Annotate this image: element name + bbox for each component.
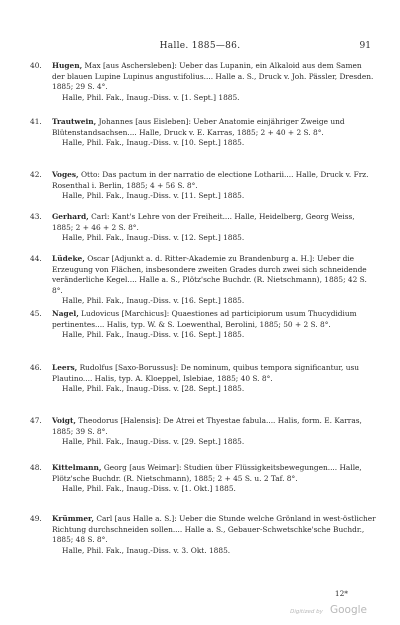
author-name: Voges, [52, 170, 79, 179]
entry-citation [52, 170, 376, 191]
watermark-prefix: Digitized by [290, 609, 323, 615]
dissertation-note: Halle, Phil. Fak., Inaug.-Diss. v. [1. Sept.] 1885. [62, 92, 240, 102]
dissertation-note: Halle, Phil. Fak., Inaug.-Diss. v. [1. Okt.] 1885. [62, 484, 236, 494]
entry-text: Otto: Das pactum in der narratio de electione Lotharii.... Halle, Druck v. Frz. Rosenthal i. Berlin, 1885; 4 + 56 S. 8°. [52, 170, 369, 190]
entry-number: 43. [30, 212, 42, 221]
entry-48 [30, 463, 376, 495]
entry-text: Carl: Kant's Lehre von der Freiheit.... Halle, Heidelberg, Georg Weiss, 1885; 2 + 46 + 2 S. 8°. [52, 212, 355, 232]
author-name: Trautwein, [52, 117, 97, 126]
dissertation-note: Halle, Phil. Fak., Inaug.-Diss. v. 3. Okt. 1885. [62, 545, 231, 555]
entry-number: 44. [30, 254, 42, 263]
entry-43 [30, 212, 376, 244]
author-name: Gerhard, [52, 212, 89, 221]
dissertation-note: Halle, Phil. Fak., Inaug.-Diss. v. [16. Sept.] 1885. [62, 330, 245, 340]
entry-47 [30, 416, 376, 448]
entry-46 [30, 363, 376, 395]
entry-text: Ludovicus [Marchicus]: Quaestiones ad participiorum usum Thucydidium pertinentes.... Halis, typ. W. & S. Loewenthal, Berolini, 1885; 50 + 2 S. 8°. [52, 309, 357, 329]
entry-number: 47. [30, 416, 42, 425]
entry-text: Oscar [Adjunkt a. d. Ritter-Akademie zu Brandenburg a. H.]: Ueber die Erzeugung von Flächen, insbesondere zweiten Grades durch zwei sich schneidende veränderliche Kegel.... Halle a. S., Plötz'sche Buchdr. (R. Nietschmann), 1885; 42 S. 8°. [52, 254, 367, 295]
author-name: Leers, [52, 363, 78, 372]
running-header [0, 41, 400, 53]
dissertation-note: Halle, Phil. Fak., Inaug.-Diss. v. [29. Sept.] 1885. [62, 437, 245, 447]
entry-text: Georg [aus Weimar]: Studien über Flüssigkeitsbewegungen.... Halle, Plötz'sche Buchdr. (R. Nietschmann), 1885; 2 + 45 S. u. 2 Taf. 8°. [52, 463, 362, 483]
entry-49 [30, 514, 376, 556]
author-name: Voigt, [52, 416, 76, 425]
entry-citation [52, 254, 376, 296]
entry-44 [30, 254, 376, 307]
author-name: Kittelmann, [52, 463, 102, 472]
author-name: Nagel, [52, 309, 79, 318]
entry-citation [52, 117, 376, 138]
dissertation-note: Halle, Phil. Fak., Inaug.-Diss. v. [16. Sept.] 1885. [62, 296, 245, 306]
entry-45 [30, 309, 376, 341]
entry-number: 48. [30, 463, 42, 472]
entry-text: Johannes [aus Eisleben]: Ueber Anatomie einjähriger Zweige und Blütenstandsachsen.... Halle, Druck v. E. Karras, 1885; 2 + 40 + 2 S. 8°. [52, 117, 345, 137]
entry-citation [52, 61, 376, 93]
entry-text: Max [aus Aschersleben]: Ueber das Lupanin, ein Alkaloid aus dem Samen der blauen Lupine Lupinus angustifolius.... Halle a. S., Druck v. Joh. Pässler, Dresden. 1885; 29 S. 4°. [52, 61, 374, 92]
entry-text: Carl [aus Halle a. S.]: Ueber die Stunde welche Grönland in west-östlicher Richtung durchschneiden sollen.... Halle a. S., Gebauer-Schwetschke'sche Buchdr., 1885; 48 S. 8°. [52, 514, 376, 545]
entry-42 [30, 170, 376, 202]
entry-citation [52, 514, 376, 546]
signature-mark: 12* [334, 589, 348, 598]
entry-citation [52, 309, 376, 330]
entry-citation [52, 363, 376, 384]
entry-40 [30, 61, 376, 103]
entry-number: 42. [30, 170, 42, 179]
entry-citation [52, 212, 376, 233]
entry-number: 41. [30, 117, 42, 126]
entry-number: 45. [30, 309, 42, 318]
entry-citation [52, 416, 376, 437]
author-name: Krümmer, [52, 514, 94, 523]
dissertation-note: Halle, Phil. Fak., Inaug.-Diss. v. [11. Sept.] 1885. [62, 191, 245, 201]
entry-number: 40. [30, 61, 42, 70]
entry-text: Rudolfus [Saxo-Borussus]: De nominum, quibus tempora significantur, usu Plautino.... Halis, typ. A. Kloeppel, Islebiae, 1885; 40 S. 8°. [52, 363, 360, 383]
dissertation-note: Halle, Phil. Fak., Inaug.-Diss. v. [10. Sept.] 1885. [62, 138, 245, 148]
dissertation-note: Halle, Phil. Fak., Inaug.-Diss. v. [28. Sept.] 1885. [62, 384, 245, 394]
dissertation-note: Halle, Phil. Fak., Inaug.-Diss. v. [12. Sept.] 1885. [62, 233, 245, 243]
entry-number: 46. [30, 363, 42, 372]
entry-text: Theodorus [Halensis]: De Atrei et Thyestae fabula.... Halis, form. E. Karras, 1885; 39 S. 8°. [52, 416, 362, 436]
author-name: Hugen, [52, 61, 83, 70]
entry-citation [52, 463, 376, 484]
google-logo: Google [329, 604, 367, 616]
digitized-watermark [290, 598, 367, 617]
author-name: Lüdeke, [52, 254, 85, 263]
page-number: 91 [359, 41, 371, 51]
entry-number: 49. [30, 514, 42, 523]
entry-41 [30, 117, 376, 149]
header-title: Halle. 1885—86. [159, 41, 241, 51]
